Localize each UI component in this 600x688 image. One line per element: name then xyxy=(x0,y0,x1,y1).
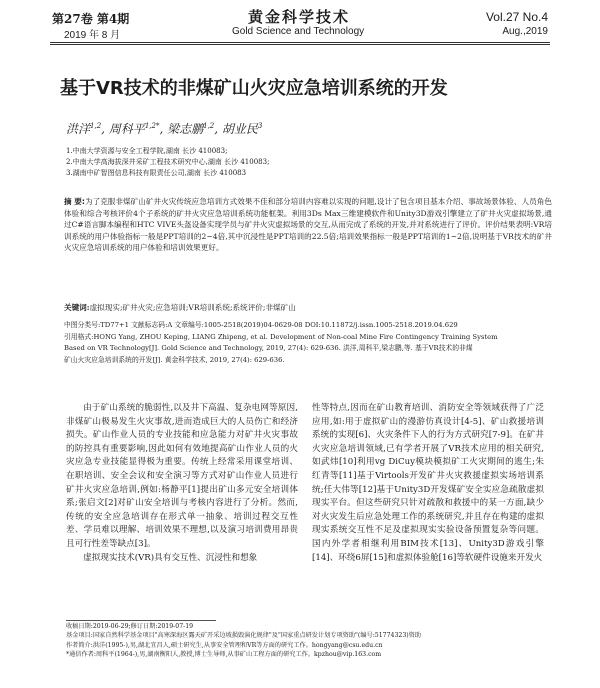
author: 洪洋 xyxy=(66,122,91,136)
body-paragraph: 由于矿山系统的脆弱性,以及井下高温、复杂电网等原因,非煤矿山极易发生火灾事故,进而造成巨大的人员伤亡和经济损失。矿山作业人员的专业技能和应急能力对矿井火灾事故的防控具有重要影响,因此如何有效地提高矿山作业人员的火灾应急专业技能显得极为重要。传统上经常采用课堂培训、在职培训、安全会议和安全演习等方式对矿山作业人员进行矿井火灾应急培训,例如:杨静平[1]提出矿山多元安全培训体系;张启文[2]对矿山安全培训与考核内容进行了分析。然而,传统的安全应急培训存在形式单一抽象、培训过程交互性差、学员难以理解、培训效果不理想,以及演习培训费用昂贵且可行性差等缺点[3]。 xyxy=(66,403,298,549)
classification-line: 中图分类号:TD77+1 文献标志码:A 文章编号:1005-2518(2019)04-0629-08 DOI:10.11872/j.issn.1005-2518.2019.04.629 xyxy=(64,321,458,329)
date-en: Aug.,2019 xyxy=(502,26,548,37)
body-paragraph: 虚拟现实技术(VR)具有交互性、沉浸性和想象 xyxy=(83,552,258,563)
header-rule-thin xyxy=(50,44,550,45)
author-list: 洪洋$^{1,2}$, 周科平$^{1,2*}$, 梁志鹏$^{1,2}$, 胡业民$^3$ xyxy=(66,122,263,136)
keywords-text: 虚拟现实;矿井火灾;应急培训;VR培训系统;系统评价;非煤矿山 xyxy=(89,303,296,312)
author-affiliation-mark: 1,2 xyxy=(90,122,102,130)
body-column-left xyxy=(66,402,298,565)
citation-line: 引用格式:HONG Yang, ZHOU Keping, LIANG Zhipeng, et al. Development of Non-coal Mine Fire Contingency Training System xyxy=(64,332,498,341)
author-affiliation-mark: 1,2* xyxy=(144,122,160,130)
affiliation-line: 1.中南大学资源与安全工程学院,湖南 长沙 410083; xyxy=(66,147,228,155)
affiliation-line: 3.湖南中矿智图信息科技有限责任公司,湖南 长沙 410083 xyxy=(66,169,247,177)
body-column-right xyxy=(312,402,544,565)
volume-issue-cn: 第27卷 第4期 xyxy=(52,12,130,26)
journal-header xyxy=(0,0,600,44)
author: 胡业民 xyxy=(221,122,258,136)
abstract-text: 为了克服非煤矿山矿井火灾传统应急培训方式效果不佳和部分培训内容难以实现的问题,设计了包含项目基本介绍、事故场景体验、人员角色体验和综合考核评价4个子系统的矿井火灾应急培训系统功能框架。利用3Ds Max三维建模软件和Unity3D游戏引擎建立了矿井火灾虚拟场景,通过C#语言脚本编程和HTC VIVE头盔设备实现学员与矿井火灾虚拟场景的交互,从而完成了系统的开发,并对系统进行了评价。评价结果表明:VR培训系统的用户体验指标一般是PPT培训的2~4倍,其中沉浸性是PPT培训的22.5倍;培训效果指标一般是PPT培训的1~2倍,说明基于VR技术的矿井火灾应急培训系统的用户体验和培训效果更好。 xyxy=(64,197,552,252)
citation-metadata xyxy=(64,320,554,366)
journal-name-en: Gold Science and Technology xyxy=(232,26,365,37)
paper-title: 基于VR技术的非煤矿山火灾应急培训系统的开发 xyxy=(60,78,448,99)
abstract xyxy=(64,196,552,254)
affiliations xyxy=(66,146,269,179)
abstract-label: 摘 要: xyxy=(64,197,85,206)
citation-line: 矿山火灾应急培训系统的开发[J]. 黄金科学技术, 2019, 27(4): 629-636. xyxy=(64,355,285,364)
author: 周科平 xyxy=(108,122,145,136)
footnote-corresponding: *通信作者:周科平(1964-),男,湖南衡阳人,教授,博士生导师,从事矿山工程方面的研究工作。kpzhou@vip.163.com xyxy=(66,651,382,659)
author-affiliation-mark: 3 xyxy=(257,122,263,130)
footnotes xyxy=(66,622,556,660)
footnote-separator xyxy=(66,620,216,621)
author: 梁志鹏 xyxy=(167,122,204,136)
header-rule xyxy=(50,42,550,43)
affiliation-line: 2.中南大学高海拔深井采矿工程技术研究中心,湖南 长沙 410083; xyxy=(66,158,270,166)
footnote-funding: 基金项目:国家自然科学基金项目"高寒深海区露天矿开采边坡损毁演化规律"及"国家重点研发计划专项资助"(编号:51774323)资助 xyxy=(66,632,422,640)
footnote-received: 收稿日期:2019-06-29;修订日期:2019-07-19 xyxy=(66,623,194,630)
citation-line: Based on VR Technology[J]. Gold Science and Technology, 2019, 27(4): 629-636. 洪洋,周科平,梁志鹏,等. 基于VR技术的非煤 xyxy=(64,344,473,352)
date-cn: 2019 年 8 月 xyxy=(64,30,121,41)
keywords-label: 关键词: xyxy=(64,303,90,312)
body-paragraph: 性等特点,因而在矿山教育培训、消防安全等领域获得了广泛应用,如:用于虚拟矿山的漫游仿真设计[4-5]、矿山救援培训系统的实现[6]、火灾条件下人的行为方式研究[7-9]。在矿井火灾应急培训领域,已有学者开展了VR技术应用的相关研究,如武炜[10]利用vg DiCuy模块模拟矿工火灾期间的逃生;朱红青等[11]基于Virtools开发矿井火灾救援虚拟实场培训系统;任大伟等[12]基于Unity3D开发煤矿安全实应急疏散虚拟现实平台。但这些研究只针对疏散和救援中的某一方面,缺少对火灾发生后应急处理工作的系统研究,并且存在构建的虚拟现实系统交互性不足及虚拟现实实验设备预置复杂等问题。国内外学者相继利用BIM技术[13]、Unity3D游戏引擎[14]、环绕6屏[15]和虚拟体验舱[16]等软硬件设施来开发火 xyxy=(312,403,544,563)
journal-name-cn: 黄金科学技术 xyxy=(248,8,351,26)
volume-issue-en: Vol.27 No.4 xyxy=(485,10,548,24)
author-affiliation-mark: 1,2 xyxy=(203,122,215,130)
footnote-author-bio: 作者简介:洪洋(1995-),男,湖北宜昌人,硕士研究生,从事安全管理和VR等方面的研究工作。hongyang@csu.edu.cn xyxy=(66,641,383,649)
keywords xyxy=(64,302,552,313)
